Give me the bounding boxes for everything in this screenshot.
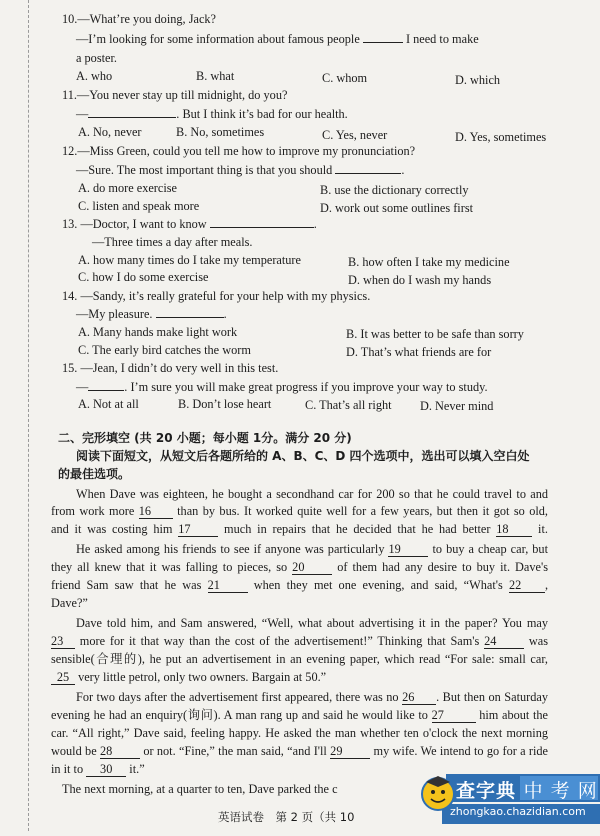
blank-20: 20: [292, 561, 332, 575]
q14-option-a: A. Many hands make light work: [78, 325, 238, 339]
section-instruction: 阅读下面短文，从短文后各题所给的 A、B、C、D 四个选项中，选出可以填入空白处: [76, 449, 530, 463]
q11-option-d: D. Yes, sometimes: [455, 130, 547, 144]
passage-line: For two days after the advertisement first appeared, there was no 26 . But then on Saturday: [76, 690, 548, 704]
q15-option-b: B. Don’t lose heart: [178, 397, 272, 411]
blank-16: 16: [139, 505, 173, 519]
q14-option-c: C. The early bird catches the worm: [78, 343, 251, 357]
blank-23: 23: [51, 635, 75, 649]
blank: [88, 390, 124, 391]
page-footer: 英语试卷 第 2 页（共 10: [218, 810, 355, 824]
q12-option-d: D. work out some outlines first: [320, 201, 474, 215]
blank-19: 19: [388, 543, 428, 557]
blank: [156, 317, 224, 318]
blank: [88, 117, 176, 118]
section-instruction-cont: 的最佳选项。: [58, 467, 131, 481]
q10-reply-cont: a poster.: [76, 51, 117, 65]
section-title: 二、完形填空 (共 20 小题；每小题 1分。满分 20 分): [58, 431, 352, 445]
q11-stem: 11.—You never stay up till midnight, do you?: [62, 88, 288, 102]
passage-line: 25 very little petrol, only two owners. Bargain at 50.”: [51, 669, 326, 685]
blank-28: 28: [100, 745, 140, 759]
q10-option-d: D. which: [455, 73, 501, 87]
passage-line: Dave?”: [51, 596, 88, 610]
q14-option-d: D. That’s what friends are for: [346, 345, 492, 359]
passage-line: in it to 30 it.”: [51, 762, 145, 776]
passage-line: Dave told him, and Sam answered, “Well, what about advertising it in the paper? You may: [76, 616, 548, 630]
q15-option-c: C. That’s all right: [305, 398, 392, 412]
q12-option-a: A. do more exercise: [78, 181, 178, 195]
passage-line: He asked among his friends to see if anyone was particularly 19 to buy a cheap car, but: [76, 542, 548, 556]
passage-line: friend Sam saw that he was 21 when they met one evening, and said, “What's 22 ,: [51, 578, 549, 592]
q14-stem: 14. —Sandy, it’s really grateful for your help with my physics.: [62, 289, 371, 303]
watermark-logo: [420, 774, 600, 831]
q13-option-b: B. how often I take my medicine: [348, 255, 510, 269]
q11-option-b: B. No, sometimes: [176, 125, 265, 139]
passage-line: would be 28 or not. “Fine,” the man said, “and I'll 29 my wife. We intend to go for a ride: [51, 744, 549, 758]
q13-option-d: D. when do I wash my hands: [348, 273, 492, 287]
blank-24: 24: [484, 635, 524, 649]
passage-line: and it was costing him 17 much in repairs that he decided that he had better 18 it.: [51, 522, 548, 536]
blank-29: 29: [330, 745, 370, 759]
q11-option-a: A. No, never: [78, 125, 142, 139]
blank: [363, 42, 403, 43]
q14-option-b: B. It was better to be safe than sorry: [346, 327, 524, 341]
q12-reply: —Sure. The most important thing is that you should .: [76, 163, 405, 177]
blank-27: 27: [432, 709, 476, 723]
blank-17: 17: [178, 523, 218, 537]
q13-option-a: A. how many times do I take my temperature: [78, 253, 301, 267]
blank-25: 25: [51, 671, 75, 685]
q13-stem: 13. —Doctor, I want to know .: [62, 217, 317, 231]
watermark-text: 查字典 中 考 网: [456, 780, 598, 802]
q15-option-a: A. Not at all: [78, 397, 139, 411]
q11-option-c: C. Yes, never: [322, 128, 388, 142]
q15-reply: — . I’m sure you will make great progress if you improve your way to study.: [76, 380, 488, 394]
q12-stem: 12.—Miss Green, could you tell me how to improve my pronunciation?: [62, 144, 416, 158]
passage-line: When Dave was eighteen, he bought a secondhand car for 200 so that he could travel to and: [76, 487, 548, 501]
blank-21: 21: [208, 579, 248, 593]
blank-30: 30: [86, 763, 126, 777]
passage-line: The next morning, at a quarter to ten, Dave parked the c: [62, 782, 338, 796]
passage-line: from work more 16 than by bus. It worked quite well for a few years, but then it got so old,: [51, 504, 548, 518]
q10-option-b: B. what: [196, 69, 235, 83]
passage-line: sensible(合理的), he put an advertisement in an evening paper, which read “For sale: small car,: [51, 652, 548, 666]
q13-option-c: C. how I do some exercise: [78, 270, 209, 284]
passage-line: car. “All right,” Dave said, feeling happy. He asked the man whether ten o'clock the next morning: [51, 726, 548, 740]
q12-option-b: B. use the dictionary correctly: [320, 183, 469, 197]
binding-line: [28, 0, 29, 831]
blank-26: 26: [402, 691, 436, 705]
q11-reply: — . But I think it’s bad for our health.: [76, 107, 348, 121]
passage-line: they all knew that it was falling to pieces, so 20 of them had any desire to buy it. Dave's: [51, 560, 548, 574]
passage-line: 23 more for it that way than the cost of the advertisement!” Thinking that Sam's 24 was: [51, 634, 549, 648]
q10-option-a: A. who: [76, 69, 113, 83]
q10-option-c: C. whom: [322, 71, 368, 85]
blank: [210, 227, 314, 228]
blank: [335, 173, 401, 174]
q15-option-d: D. Never mind: [420, 399, 494, 413]
q14-reply: —My pleasure. .: [76, 307, 227, 321]
q15-stem: 15. —Jean, I didn’t do very well in this test.: [62, 361, 279, 375]
q10-stem: 10.—What’re you doing, Jack?: [62, 12, 217, 26]
blank-18: 18: [496, 523, 532, 537]
q12-option-c: C. listen and speak more: [78, 199, 200, 213]
watermark-url: zhongkao.chazidian.com: [450, 805, 586, 818]
q10-reply: —I’m looking for some information about famous people I need to make: [76, 32, 479, 46]
blank-22: 22: [509, 579, 545, 593]
passage-line: evening he had an enquiry(询问). A man rang up and said he would like to 27 him about the: [51, 708, 548, 722]
q13-reply: —Three times a day after meals.: [92, 235, 253, 249]
